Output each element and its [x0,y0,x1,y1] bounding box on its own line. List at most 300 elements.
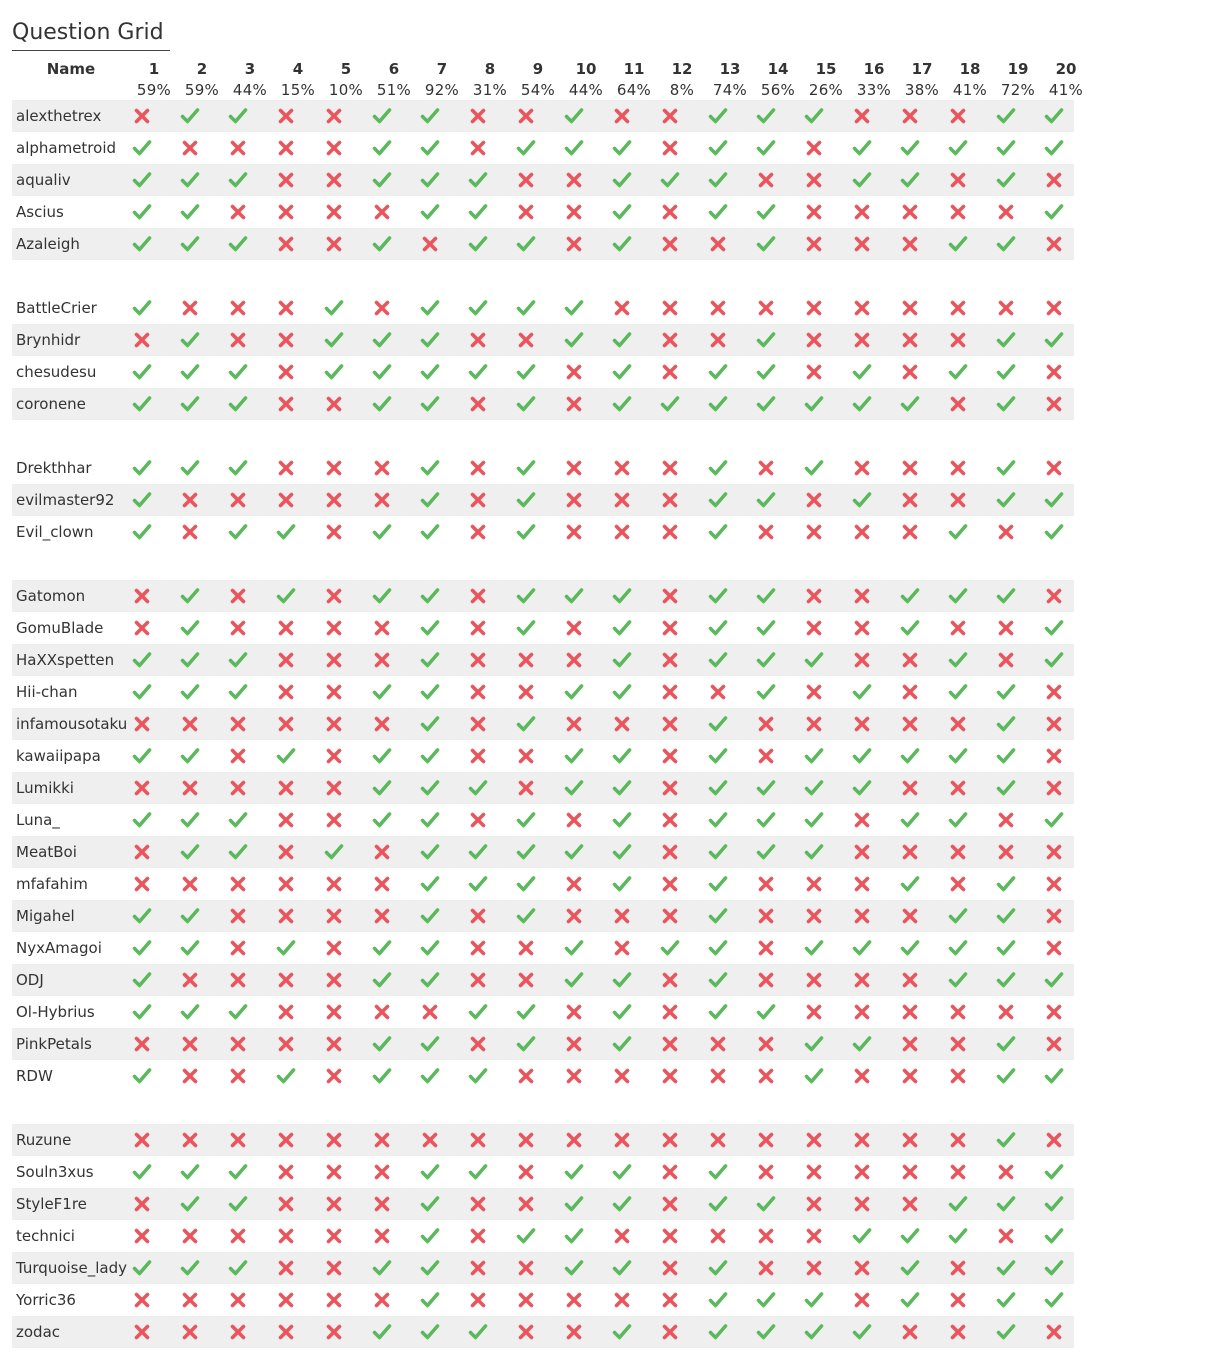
checkmark-icon [132,970,152,990]
answer-wrong [130,1220,154,1252]
cross-icon [468,682,488,702]
cross-icon [324,970,344,990]
answer-correct [226,1188,250,1220]
answer-correct [418,1316,442,1348]
cross-icon [324,586,344,606]
checkmark-icon [180,842,200,862]
group-spacer [12,548,1074,580]
checkmark-icon [756,362,776,382]
cross-icon [564,906,584,926]
answer-wrong [802,324,826,356]
cross-icon [228,138,248,158]
answer-correct [898,804,922,836]
checkmark-icon [708,1194,728,1214]
checkmark-icon [564,1162,584,1182]
answer-correct [322,356,346,388]
cross-icon [276,842,296,862]
answer-correct [514,868,538,900]
answer-wrong [946,452,970,484]
question-number: 2 [196,60,208,78]
answer-correct [898,1284,922,1316]
user-name: kawaiipapa [16,747,101,765]
cross-icon [468,938,488,958]
checkmark-icon [132,810,152,830]
checkmark-icon [852,362,872,382]
answer-correct [130,164,154,196]
cross-icon [804,362,824,382]
checkmark-icon [228,394,248,414]
answer-wrong [466,1220,490,1252]
answer-correct [514,132,538,164]
question-correct-percent: 33% [856,81,892,99]
answer-wrong [322,900,346,932]
cross-icon [468,746,488,766]
cross-icon [324,1258,344,1278]
answer-wrong [514,676,538,708]
cross-icon [324,650,344,670]
answer-wrong [514,164,538,196]
cross-icon [276,1258,296,1278]
cross-icon [516,778,536,798]
answer-wrong [322,932,346,964]
cross-icon [468,330,488,350]
cross-icon [180,138,200,158]
cross-icon [324,1194,344,1214]
cross-icon [948,1034,968,1054]
answer-wrong [802,900,826,932]
answer-wrong [1042,1028,1066,1060]
cross-icon [372,618,392,638]
cross-icon [900,906,920,926]
answer-correct [130,996,154,1028]
checkmark-icon [516,234,536,254]
user-name: coronene [16,395,86,413]
cross-icon [276,682,296,702]
cross-icon [1044,1322,1064,1342]
answer-wrong [226,196,250,228]
answer-wrong [610,484,634,516]
answer-wrong [418,228,442,260]
checkmark-icon [132,298,152,318]
checkmark-icon [948,362,968,382]
cross-icon [468,106,488,126]
name-column-header: Name [46,60,96,78]
cross-icon [132,106,152,126]
cross-icon [180,522,200,542]
question-correct-percent: 41% [952,81,988,99]
answer-wrong [514,100,538,132]
answer-wrong [322,1252,346,1284]
table-row [12,228,1074,260]
answer-correct [706,708,730,740]
answer-wrong [130,1028,154,1060]
cross-icon [324,458,344,478]
cross-icon [900,1194,920,1214]
cross-icon [324,1002,344,1022]
question-correct-percent: 44% [232,81,268,99]
answer-wrong [706,228,730,260]
checkmark-icon [996,1130,1016,1150]
checkmark-icon [516,362,536,382]
answer-wrong [850,228,874,260]
cross-icon [708,330,728,350]
cross-icon [516,330,536,350]
answer-wrong [658,964,682,996]
cross-icon [660,458,680,478]
checkmark-icon [612,1034,632,1054]
answer-wrong [994,1156,1018,1188]
cross-icon [324,202,344,222]
question-number: 9 [532,60,544,78]
answer-correct [994,1028,1018,1060]
checkmark-icon [900,1226,920,1246]
answer-correct [802,804,826,836]
cross-icon [564,1034,584,1054]
cross-icon [132,1194,152,1214]
checkmark-icon [1044,522,1064,542]
cross-icon [756,1258,776,1278]
answer-correct [1042,1188,1066,1220]
checkmark-icon [564,1258,584,1278]
answer-correct [706,388,730,420]
answer-correct [850,132,874,164]
checkmark-icon [516,906,536,926]
answer-wrong [226,1284,250,1316]
answer-wrong [514,1124,538,1156]
cross-icon [180,714,200,734]
answer-wrong [898,900,922,932]
answer-wrong [130,580,154,612]
checkmark-icon [612,202,632,222]
question-correct-percent: 26% [808,81,844,99]
answer-wrong [1042,996,1066,1028]
cross-icon [228,586,248,606]
answer-correct [322,324,346,356]
answer-correct [850,676,874,708]
checkmark-icon [516,298,536,318]
answer-wrong [994,644,1018,676]
answer-wrong [610,292,634,324]
checkmark-icon [372,938,392,958]
answer-correct [178,932,202,964]
cross-icon [948,714,968,734]
answer-wrong [322,484,346,516]
answer-correct [226,676,250,708]
question-header [658,59,706,101]
answer-correct [850,1316,874,1348]
checkmark-icon [900,1258,920,1278]
checkmark-icon [996,1034,1016,1054]
answer-wrong [274,1124,298,1156]
answer-correct [754,1284,778,1316]
answer-correct [802,644,826,676]
answer-correct [706,452,730,484]
answer-correct [610,228,634,260]
answer-correct [802,740,826,772]
answer-correct [802,932,826,964]
answer-correct [754,804,778,836]
table-row [12,1220,1074,1252]
checkmark-icon [612,842,632,862]
answer-correct [706,964,730,996]
checkmark-icon [612,1194,632,1214]
answer-correct [178,164,202,196]
answer-wrong [802,292,826,324]
cross-icon [900,490,920,510]
answer-correct [130,932,154,964]
cross-icon [804,618,824,638]
checkmark-icon [180,362,200,382]
cross-icon [564,714,584,734]
cross-icon [228,714,248,734]
cross-icon [804,874,824,894]
cross-icon [372,1194,392,1214]
answer-correct [466,356,490,388]
cross-icon [660,202,680,222]
cross-icon [564,810,584,830]
answer-correct [802,100,826,132]
question-correct-percent: 72% [1000,81,1036,99]
answer-correct [610,196,634,228]
checkmark-icon [132,362,152,382]
answer-wrong [226,580,250,612]
answer-wrong [1042,836,1066,868]
answer-correct [1042,612,1066,644]
checkmark-icon [564,1194,584,1214]
cross-icon [468,650,488,670]
checkmark-icon [180,746,200,766]
cross-icon [852,298,872,318]
answer-wrong [226,900,250,932]
cross-icon [804,906,824,926]
question-number: 14 [767,60,789,78]
answer-wrong [802,868,826,900]
cross-icon [948,330,968,350]
answer-wrong [898,676,922,708]
answer-wrong [658,900,682,932]
answer-correct [754,324,778,356]
cross-icon [324,394,344,414]
cross-icon [756,1162,776,1182]
cross-icon [804,170,824,190]
answer-correct [1042,324,1066,356]
answer-correct [514,388,538,420]
cross-icon [852,714,872,734]
checkmark-icon [420,842,440,862]
checkmark-icon [372,810,392,830]
checkmark-icon [1044,330,1064,350]
cross-icon [756,170,776,190]
cross-icon [180,1226,200,1246]
answer-wrong [898,484,922,516]
cross-icon [1044,1002,1064,1022]
cross-icon [468,1226,488,1246]
answer-correct [466,164,490,196]
cross-icon [516,1162,536,1182]
cross-icon [660,874,680,894]
answer-correct [754,836,778,868]
cross-icon [660,1034,680,1054]
answer-correct [1042,964,1066,996]
checkmark-icon [180,234,200,254]
checkmark-icon [756,586,776,606]
user-name: alexthetrex [16,107,102,125]
answer-correct [946,900,970,932]
answer-wrong [514,1316,538,1348]
cross-icon [996,522,1016,542]
answer-correct [610,324,634,356]
cross-icon [324,1290,344,1310]
answer-correct [418,1028,442,1060]
answer-correct [658,932,682,964]
checkmark-icon [372,746,392,766]
answer-wrong [754,164,778,196]
answer-correct [802,772,826,804]
answer-wrong [226,772,250,804]
answer-correct [994,1252,1018,1284]
checkmark-icon [756,106,776,126]
cross-icon [804,1002,824,1022]
answer-wrong [226,484,250,516]
answer-correct [610,164,634,196]
cross-icon [420,234,440,254]
answer-wrong [802,196,826,228]
answer-wrong [898,1188,922,1220]
answer-wrong [466,644,490,676]
answer-wrong [610,100,634,132]
answer-correct [610,1156,634,1188]
checkmark-icon [564,970,584,990]
cross-icon [228,618,248,638]
table-row [12,516,1074,548]
checkmark-icon [180,682,200,702]
answer-wrong [754,964,778,996]
cross-icon [852,1130,872,1150]
cross-icon [516,202,536,222]
answer-wrong [178,1028,202,1060]
checkmark-icon [516,490,536,510]
answer-wrong [754,292,778,324]
answer-correct [1042,100,1066,132]
user-name: Yorric36 [16,1291,76,1309]
answer-correct [418,196,442,228]
cross-icon [660,1194,680,1214]
checkmark-icon [516,1034,536,1054]
answer-correct [418,324,442,356]
answer-correct [130,356,154,388]
answer-wrong [466,676,490,708]
question-number: 12 [671,60,693,78]
answer-wrong [658,676,682,708]
answer-correct [418,644,442,676]
answer-wrong [850,100,874,132]
answer-wrong [514,964,538,996]
checkmark-icon [276,746,296,766]
answer-correct [418,292,442,324]
answer-correct [850,1028,874,1060]
cross-icon [372,1162,392,1182]
answer-correct [130,676,154,708]
answer-wrong [898,356,922,388]
answer-wrong [658,1156,682,1188]
question-correct-percent: 38% [904,81,940,99]
checkmark-icon [564,298,584,318]
answer-wrong [322,196,346,228]
checkmark-icon [516,522,536,542]
checkmark-icon [996,362,1016,382]
answer-correct [850,1220,874,1252]
cross-icon [564,234,584,254]
checkmark-icon [420,1066,440,1086]
answer-wrong [514,196,538,228]
cross-icon [900,106,920,126]
cross-icon [468,714,488,734]
answer-wrong [466,100,490,132]
answer-correct [466,1060,490,1092]
checkmark-icon [132,938,152,958]
cross-icon [324,490,344,510]
cross-icon [948,778,968,798]
checkmark-icon [372,138,392,158]
answer-wrong [370,452,394,484]
answer-wrong [1042,164,1066,196]
answer-wrong [898,1028,922,1060]
checkmark-icon [1044,1162,1064,1182]
answer-wrong [658,612,682,644]
answer-wrong [562,996,586,1028]
answer-wrong [418,1124,442,1156]
cross-icon [804,202,824,222]
answer-correct [994,1188,1018,1220]
answer-wrong [274,1188,298,1220]
cross-icon [852,522,872,542]
user-name: aqualiv [16,171,71,189]
answer-correct [754,196,778,228]
answer-wrong [322,100,346,132]
checkmark-icon [564,938,584,958]
answer-wrong [850,1156,874,1188]
answer-wrong [754,1220,778,1252]
cross-icon [228,906,248,926]
cross-icon [612,938,632,958]
checkmark-icon [852,490,872,510]
question-number: 17 [911,60,933,78]
answer-wrong [658,356,682,388]
checkmark-icon [420,202,440,222]
question-grid [12,56,1084,1348]
checkmark-icon [708,970,728,990]
checkmark-icon [564,586,584,606]
answer-correct [178,900,202,932]
checkmark-icon [420,106,440,126]
answer-wrong [754,708,778,740]
cross-icon [468,138,488,158]
answer-correct [370,676,394,708]
answer-wrong [466,1284,490,1316]
answer-wrong [658,228,682,260]
cross-icon [516,746,536,766]
answer-wrong [130,324,154,356]
cross-icon [948,874,968,894]
cross-icon [420,1130,440,1150]
cross-icon [132,618,152,638]
checkmark-icon [564,778,584,798]
cross-icon [564,362,584,382]
checkmark-icon [708,522,728,542]
cross-icon [660,842,680,862]
cross-icon [804,298,824,318]
answer-correct [370,1060,394,1092]
